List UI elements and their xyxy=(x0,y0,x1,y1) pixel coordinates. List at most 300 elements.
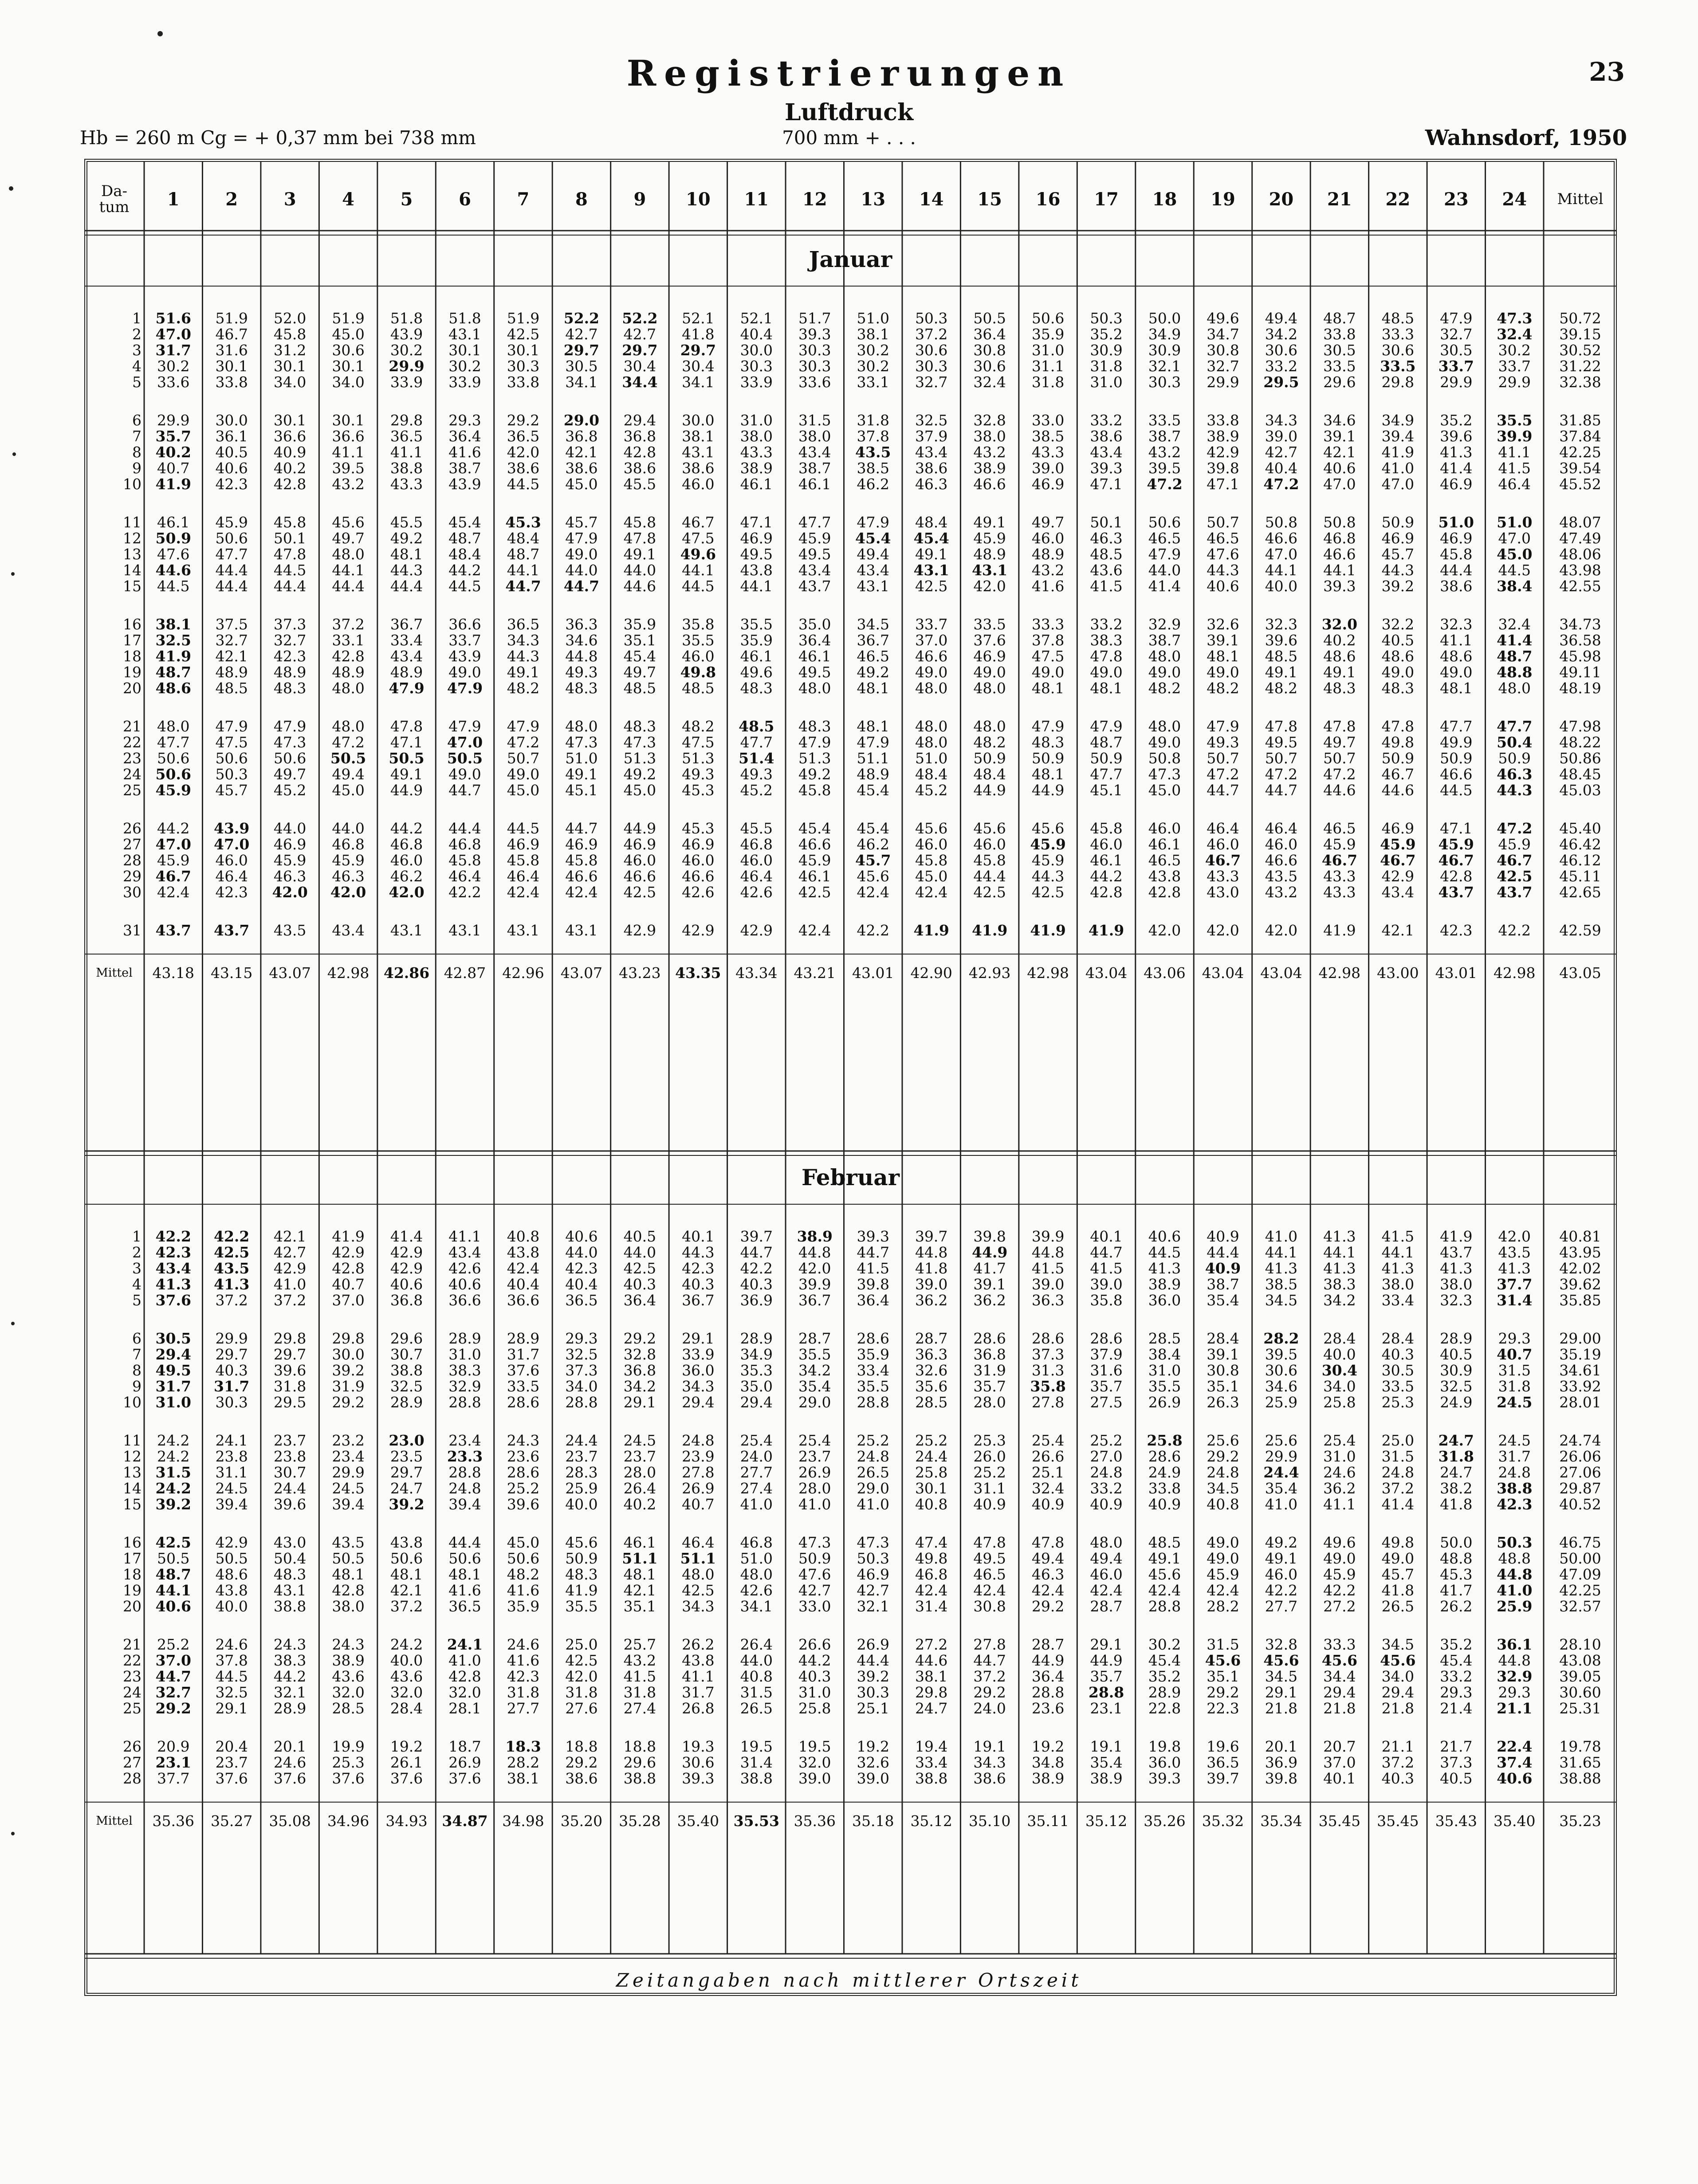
table-cell: 38.1 xyxy=(915,1668,948,1685)
row-mean: 47.09 xyxy=(1559,1566,1601,1583)
table-cell: 46.7 xyxy=(215,326,248,343)
mean-cell: 42.98 xyxy=(327,964,369,982)
table-cell: 48.7 xyxy=(507,546,540,563)
table-cell: 36.8 xyxy=(623,428,656,445)
table-cell: 26.6 xyxy=(1031,1448,1065,1465)
table-cell: 29.6 xyxy=(623,1754,656,1771)
table-cell: 41.4 xyxy=(390,1228,423,1245)
table-cell: 49.7 xyxy=(332,530,365,547)
table-cell: 36.5 xyxy=(507,428,540,445)
table-cell: 49.1 xyxy=(390,766,423,783)
table-cell: 49.2 xyxy=(1265,1534,1298,1551)
column-header-hour-14: 14 xyxy=(919,189,944,210)
table-cell: 50.5 xyxy=(973,310,1006,327)
table-cell: 41.4 xyxy=(1440,460,1473,477)
table-cell: 45.0 xyxy=(565,475,598,493)
row-day-10: 10 xyxy=(123,1394,142,1411)
scan-dot xyxy=(11,1832,15,1835)
table-cell: 44.0 xyxy=(740,1652,773,1669)
table-cell: 49.1 xyxy=(1265,1550,1298,1567)
table-cell: 37.0 xyxy=(332,1292,365,1309)
table-cell: 32.3 xyxy=(1440,616,1473,633)
table-cell: 22.4 xyxy=(1497,1738,1533,1755)
table-cell: 30.8 xyxy=(973,342,1006,359)
column-header-hour-15: 15 xyxy=(977,189,1002,210)
table-cell: 34.9 xyxy=(740,1346,773,1363)
table-cell: 38.9 xyxy=(740,460,773,477)
row-mean: 48.06 xyxy=(1559,546,1601,563)
table-cell: 37.6 xyxy=(332,1770,365,1787)
table-cell: 25.3 xyxy=(332,1754,365,1771)
table-cell: 39.6 xyxy=(273,1362,307,1379)
column-header-hour-22: 22 xyxy=(1385,189,1411,210)
table-cell: 28.4 xyxy=(390,1700,423,1717)
table-cell: 43.9 xyxy=(390,326,423,343)
table-cell: 39.1 xyxy=(1207,1346,1239,1363)
table-cell: 30.4 xyxy=(1321,1362,1358,1379)
table-cell: 45.3 xyxy=(1440,1566,1473,1583)
table-cell: 37.7 xyxy=(1497,1276,1533,1293)
table-cell: 29.7 xyxy=(215,1346,248,1363)
table-cell: 45.4 xyxy=(857,820,889,837)
table-cell: 42.7 xyxy=(798,1582,831,1599)
table-cell: 35.5 xyxy=(1148,1378,1181,1395)
table-cell: 46.0 xyxy=(1265,836,1298,853)
table-cell: 42.4 xyxy=(565,884,598,901)
table-cell: 29.9 xyxy=(332,1464,365,1481)
table-cell: 47.9 xyxy=(507,718,540,735)
table-cell: 42.8 xyxy=(623,444,656,461)
table-cell: 52.2 xyxy=(622,310,658,327)
table-cell: 28.2 xyxy=(1263,1330,1299,1347)
table-cell: 46.4 xyxy=(740,868,773,885)
table-cell: 43.7 xyxy=(798,577,831,595)
table-cell: 30.2 xyxy=(448,357,481,375)
row-mean: 35.19 xyxy=(1559,1346,1601,1363)
table-cell: 32.3 xyxy=(1265,616,1298,633)
table-cell: 44.4 xyxy=(1440,562,1473,579)
table-cell: 35.9 xyxy=(1031,326,1065,343)
table-cell: 47.9 xyxy=(857,514,889,531)
table-cell: 49.0 xyxy=(565,546,598,563)
table-cell: 47.3 xyxy=(1497,310,1533,327)
table-cell: 36.3 xyxy=(915,1346,948,1363)
table-cell: 49.7 xyxy=(273,766,307,783)
table-cell: 42.7 xyxy=(1265,444,1298,461)
table-cell: 36.2 xyxy=(973,1292,1006,1309)
table-cell: 47.9 xyxy=(798,734,831,751)
table-cell: 42.4 xyxy=(915,884,948,901)
table-cell: 43.2 xyxy=(973,444,1006,461)
table-cell: 39.0 xyxy=(857,1770,889,1787)
table-cell: 41.3 xyxy=(1440,1260,1473,1277)
table-cell: 50.7 xyxy=(1265,750,1298,767)
table-cell: 41.9 xyxy=(913,922,949,939)
table-cell: 27.7 xyxy=(740,1464,773,1481)
row-day-1: 1 xyxy=(132,1228,142,1245)
table-cell: 46.1 xyxy=(740,475,773,493)
row-day-7: 7 xyxy=(132,1346,142,1363)
table-cell: 48.3 xyxy=(740,680,773,697)
table-cell: 44.3 xyxy=(390,562,423,579)
table-cell: 46.0 xyxy=(1090,1566,1123,1583)
table-cell: 40.2 xyxy=(1323,632,1356,649)
table-cell: 31.6 xyxy=(1090,1362,1123,1379)
table-cell: 40.3 xyxy=(623,1276,656,1293)
table-cell: 46.4 xyxy=(448,868,481,885)
table-cell: 46.7 xyxy=(682,514,715,531)
table-cell: 50.5 xyxy=(157,1550,190,1567)
row-mean: 48.22 xyxy=(1559,734,1601,751)
table-cell: 29.0 xyxy=(857,1480,889,1497)
table-cell: 38.8 xyxy=(623,1770,656,1787)
table-cell: 44.5 xyxy=(682,577,715,595)
table-cell: 28.9 xyxy=(273,1700,307,1717)
table-cell: 47.5 xyxy=(1031,648,1065,665)
table-cell: 29.1 xyxy=(215,1700,248,1717)
table-cell: 47.9 xyxy=(857,734,889,751)
table-cell: 46.0 xyxy=(740,852,773,869)
table-cell: 40.4 xyxy=(507,1276,540,1293)
table-cell: 45.9 xyxy=(332,852,365,869)
table-cell: 48.7 xyxy=(1497,648,1533,665)
table-cell: 37.6 xyxy=(390,1770,423,1787)
table-cell: 39.2 xyxy=(1381,577,1415,595)
table-cell: 29.2 xyxy=(332,1394,365,1411)
table-cell: 24.3 xyxy=(273,1636,307,1653)
table-cell: 44.5 xyxy=(1148,1244,1181,1261)
table-cell: 45.8 xyxy=(1090,820,1123,837)
mean-cell: 35.36 xyxy=(794,1812,836,1830)
table-cell: 38.9 xyxy=(332,1652,365,1669)
row-mean: 47.98 xyxy=(1559,718,1601,735)
table-cell: 30.7 xyxy=(273,1464,307,1481)
table-cell: 44.3 xyxy=(1031,868,1065,885)
table-cell: 44.7 xyxy=(857,1244,889,1261)
table-cell: 31.5 xyxy=(740,1684,773,1701)
table-cell: 18.8 xyxy=(623,1738,656,1755)
table-cell: 43.4 xyxy=(915,444,948,461)
table-cell: 46.6 xyxy=(915,648,948,665)
table-cell: 36.0 xyxy=(682,1362,715,1379)
mean-cell: 43.34 xyxy=(735,964,778,982)
table-cell: 43.2 xyxy=(623,1652,656,1669)
table-cell: 39.3 xyxy=(1090,460,1123,477)
table-cell: 50.5 xyxy=(330,750,366,767)
table-cell: 42.0 xyxy=(798,1260,831,1277)
table-cell: 24.6 xyxy=(273,1754,307,1771)
table-cell: 38.6 xyxy=(565,1770,598,1787)
table-cell: 46.3 xyxy=(1090,530,1123,547)
table-cell: 23.4 xyxy=(332,1448,365,1465)
row-mean: 42.65 xyxy=(1559,884,1601,901)
table-cell: 31.4 xyxy=(915,1598,948,1615)
table-cell: 45.9 xyxy=(215,514,248,531)
table-cell: 45.0 xyxy=(507,782,540,799)
table-cell: 30.1 xyxy=(915,1480,948,1497)
table-cell: 42.4 xyxy=(157,884,190,901)
table-cell: 48.4 xyxy=(915,514,948,531)
table-cell: 50.7 xyxy=(507,750,540,767)
table-cell: 43.5 xyxy=(1265,868,1298,885)
table-cell: 32.0 xyxy=(448,1684,481,1701)
table-cell: 34.9 xyxy=(1148,326,1181,343)
table-cell: 30.1 xyxy=(332,412,365,429)
table-cell: 49.9 xyxy=(1440,734,1473,751)
table-cell: 35.4 xyxy=(798,1378,831,1395)
table-cell: 48.3 xyxy=(273,1566,307,1583)
table-cell: 48.0 xyxy=(332,680,365,697)
row-day-20: 20 xyxy=(123,680,142,697)
table-cell: 50.1 xyxy=(273,530,307,547)
table-cell: 24.5 xyxy=(1498,1432,1531,1449)
table-cell: 47.8 xyxy=(1031,1534,1065,1551)
table-cell: 43.4 xyxy=(332,922,365,939)
table-cell: 50.0 xyxy=(1148,310,1181,327)
table-cell: 50.3 xyxy=(1497,1534,1533,1551)
table-cell: 42.5 xyxy=(623,1260,656,1277)
station-name: Wahnsdorf, 1950 xyxy=(1425,126,1627,150)
table-cell: 27.5 xyxy=(1090,1394,1123,1411)
table-cell: 41.0 xyxy=(798,1496,831,1513)
table-cell: 39.3 xyxy=(857,1228,889,1245)
mean-cell: 35.12 xyxy=(910,1812,952,1830)
table-cell: 34.0 xyxy=(565,1378,598,1395)
table-cell: 25.0 xyxy=(1381,1432,1415,1449)
table-cell: 43.2 xyxy=(1148,444,1181,461)
table-cell: 41.0 xyxy=(448,1652,481,1669)
table-cell: 28.0 xyxy=(623,1464,656,1481)
table-cell: 47.2 xyxy=(1323,766,1356,783)
table-cell: 42.6 xyxy=(448,1260,481,1277)
table-cell: 48.0 xyxy=(915,734,948,751)
table-cell: 39.1 xyxy=(973,1276,1006,1293)
table-cell: 38.4 xyxy=(1148,1346,1181,1363)
table-cell: 30.0 xyxy=(682,412,715,429)
mean-cell: 43.35 xyxy=(675,964,721,982)
table-cell: 23.0 xyxy=(389,1432,424,1449)
table-cell: 47.3 xyxy=(623,734,656,751)
table-cell: 26.5 xyxy=(857,1464,889,1481)
table-cell: 37.3 xyxy=(565,1362,598,1379)
table-cell: 38.9 xyxy=(1031,1770,1065,1787)
table-cell: 36.4 xyxy=(1031,1668,1065,1685)
table-cell: 34.2 xyxy=(1323,1292,1356,1309)
table-cell: 34.6 xyxy=(565,632,598,649)
table-cell: 40.2 xyxy=(273,460,307,477)
table-cell: 42.0 xyxy=(1148,922,1181,939)
table-cell: 48.1 xyxy=(1440,680,1473,697)
table-cell: 43.6 xyxy=(390,1668,423,1685)
table-cell: 48.2 xyxy=(507,1566,540,1583)
table-cell: 31.2 xyxy=(273,342,307,359)
table-cell: 25.1 xyxy=(857,1700,889,1717)
table-cell: 40.4 xyxy=(740,326,773,343)
table-cell: 44.5 xyxy=(1440,782,1473,799)
table-cell: 32.5 xyxy=(565,1346,598,1363)
table-cell: 41.6 xyxy=(1031,577,1065,595)
row-day-4: 4 xyxy=(132,357,142,375)
table-cell: 34.0 xyxy=(1323,1378,1356,1395)
table-cell: 32.0 xyxy=(798,1754,831,1771)
table-cell: 31.4 xyxy=(1497,1292,1533,1309)
table-cell: 41.9 xyxy=(565,1582,598,1599)
table-cell: 43.1 xyxy=(682,444,715,461)
table-cell: 44.2 xyxy=(390,820,423,837)
table-cell: 45.4 xyxy=(448,514,481,531)
table-cell: 44.5 xyxy=(448,577,481,595)
table-cell: 40.7 xyxy=(682,1496,715,1513)
table-cell: 25.2 xyxy=(857,1432,889,1449)
table-cell: 26.6 xyxy=(798,1636,831,1653)
table-cell: 24.8 xyxy=(857,1448,889,1465)
table-cell: 30.7 xyxy=(390,1346,423,1363)
table-cell: 45.6 xyxy=(1380,1652,1416,1669)
table-cell: 45.9 xyxy=(1323,836,1356,853)
table-cell: 30.2 xyxy=(1498,342,1531,359)
table-cell: 26.5 xyxy=(740,1700,773,1717)
table-cell: 24.7 xyxy=(1440,1464,1473,1481)
table-cell: 35.9 xyxy=(507,1598,540,1615)
table-cell: 32.5 xyxy=(155,632,191,649)
table-cell: 35.4 xyxy=(1207,1292,1239,1309)
column-header-hour-7: 7 xyxy=(517,189,530,210)
table-cell: 32.1 xyxy=(1148,357,1181,375)
row-day-8: 8 xyxy=(132,1362,142,1379)
mean-cell: 43.07 xyxy=(269,964,311,982)
table-cell: 31.6 xyxy=(215,342,248,359)
table-cell: 43.1 xyxy=(273,1582,307,1599)
table-cell: 35.2 xyxy=(1440,1636,1473,1653)
table-cell: 34.8 xyxy=(1031,1754,1065,1771)
table-cell: 42.9 xyxy=(740,922,773,939)
table-cell: 25.4 xyxy=(1031,1432,1065,1449)
table-cell: 45.6 xyxy=(915,820,948,837)
table-cell: 31.8 xyxy=(507,1684,540,1701)
mean-cell: 35.27 xyxy=(210,1812,253,1830)
table-cell: 45.5 xyxy=(740,820,773,837)
table-cell: 40.0 xyxy=(1265,577,1298,595)
row-day-19: 19 xyxy=(123,1582,142,1599)
table-cell: 45.0 xyxy=(1497,546,1533,563)
table-cell: 41.3 xyxy=(1323,1260,1356,1277)
table-cell: 50.8 xyxy=(1148,750,1181,767)
table-cell: 48.2 xyxy=(1265,680,1298,697)
row-mean: 19.78 xyxy=(1559,1738,1601,1755)
table-cell: 46.6 xyxy=(798,836,831,853)
row-mean: 45.40 xyxy=(1559,820,1601,837)
table-cell: 49.0 xyxy=(1207,664,1239,681)
table-cell: 30.3 xyxy=(215,1394,248,1411)
table-cell: 48.7 xyxy=(1323,310,1356,327)
table-cell: 44.0 xyxy=(623,562,656,579)
table-cell: 29.9 xyxy=(157,412,190,429)
table-cell: 42.4 xyxy=(507,884,540,901)
table-cell: 36.6 xyxy=(332,428,365,445)
table-cell: 47.2 xyxy=(507,734,540,751)
table-cell: 25.3 xyxy=(1381,1394,1415,1411)
table-cell: 30.8 xyxy=(973,1598,1006,1615)
table-cell: 32.1 xyxy=(273,1684,307,1701)
table-cell: 38.7 xyxy=(798,460,831,477)
table-cell: 42.2 xyxy=(857,922,889,939)
table-cell: 31.8 xyxy=(1031,373,1065,391)
table-cell: 35.5 xyxy=(1497,412,1533,429)
table-cell: 45.0 xyxy=(623,782,656,799)
table-cell: 38.9 xyxy=(973,460,1006,477)
table-cell: 34.0 xyxy=(273,373,307,391)
table-cell: 50.6 xyxy=(390,1550,423,1567)
row-mean: 43.98 xyxy=(1559,562,1601,579)
table-cell: 43.8 xyxy=(215,1582,248,1599)
table-cell: 45.6 xyxy=(973,820,1006,837)
table-cell: 45.3 xyxy=(682,820,715,837)
table-cell: 34.1 xyxy=(565,373,598,391)
table-cell: 34.4 xyxy=(622,373,658,391)
table-cell: 31.0 xyxy=(1090,373,1123,391)
table-cell: 36.9 xyxy=(740,1292,773,1309)
table-cell: 45.8 xyxy=(507,852,540,869)
table-cell: 48.3 xyxy=(565,680,598,697)
row-day-5: 5 xyxy=(132,1292,142,1309)
mean-cell: 42.86 xyxy=(383,964,430,982)
table-cell: 42.6 xyxy=(740,884,773,901)
table-cell: 42.3 xyxy=(1440,922,1473,939)
table-cell: 48.5 xyxy=(1265,648,1298,665)
table-cell: 44.6 xyxy=(155,562,191,579)
table-cell: 32.5 xyxy=(215,1684,248,1701)
table-cell: 49.5 xyxy=(1265,734,1298,751)
row-day-27: 27 xyxy=(123,836,142,853)
table-cell: 48.9 xyxy=(215,664,248,681)
table-cell: 48.4 xyxy=(507,530,540,547)
table-cell: 33.2 xyxy=(1440,1668,1473,1685)
table-cell: 23.5 xyxy=(390,1448,423,1465)
table-cell: 43.3 xyxy=(1323,884,1356,901)
table-cell: 35.4 xyxy=(1090,1754,1123,1771)
table-cell: 48.0 xyxy=(565,718,598,735)
column-header-hour-4: 4 xyxy=(342,189,355,210)
table-cell: 51.8 xyxy=(390,310,423,327)
table-cell: 42.5 xyxy=(682,1582,715,1599)
row-day-13: 13 xyxy=(123,1464,142,1481)
table-cell: 45.9 xyxy=(1207,1566,1239,1583)
table-cell: 40.9 xyxy=(273,444,307,461)
table-cell: 43.5 xyxy=(332,1534,365,1551)
row-mean: 32.57 xyxy=(1559,1598,1601,1615)
table-cell: 44.9 xyxy=(971,1244,1008,1261)
table-cell: 46.8 xyxy=(332,836,365,853)
table-cell: 25.0 xyxy=(565,1636,598,1653)
table-cell: 50.6 xyxy=(448,1550,481,1567)
table-cell: 35.5 xyxy=(857,1378,889,1395)
table-cell: 41.5 xyxy=(1090,1260,1123,1277)
table-cell: 44.2 xyxy=(448,562,481,579)
table-cell: 19.8 xyxy=(1148,1738,1181,1755)
mean-cell: 35.45 xyxy=(1318,1812,1361,1830)
table-cell: 25.9 xyxy=(565,1480,598,1497)
table-cell: 38.3 xyxy=(1090,632,1123,649)
table-cell: 51.1 xyxy=(622,1550,658,1567)
table-cell: 45.8 xyxy=(1440,546,1473,563)
table-cell: 29.2 xyxy=(1207,1684,1239,1701)
table-cell: 28.0 xyxy=(798,1480,831,1497)
table-cell: 34.5 xyxy=(1207,1480,1239,1497)
table-cell: 35.8 xyxy=(1090,1292,1123,1309)
row-mean: 42.59 xyxy=(1559,922,1601,939)
table-cell: 42.4 xyxy=(507,1260,540,1277)
table-cell: 46.4 xyxy=(1265,820,1298,837)
